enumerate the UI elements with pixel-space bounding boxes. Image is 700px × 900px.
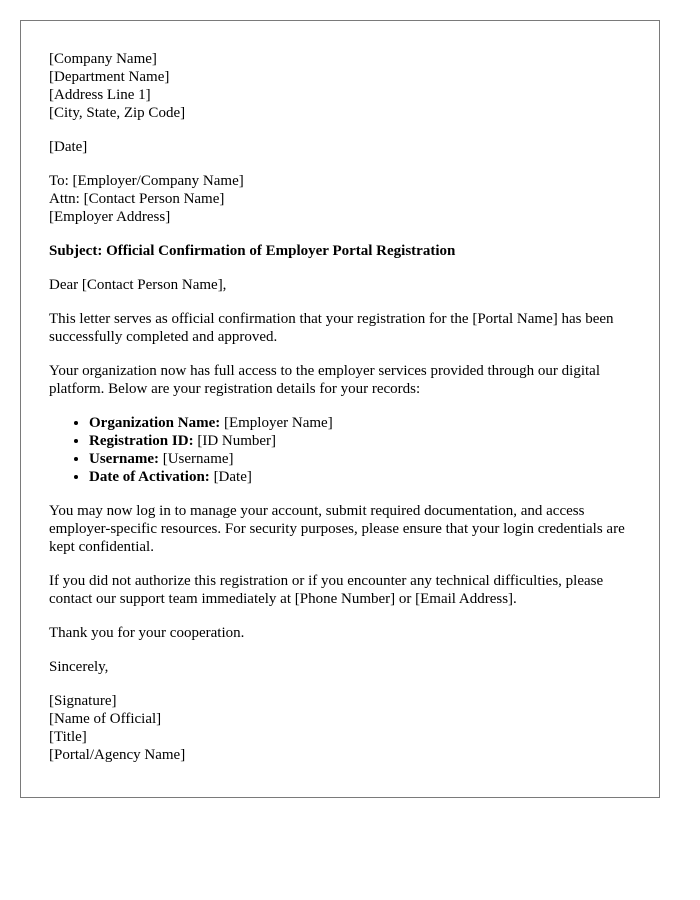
paragraph-login: You may now log in to manage your account, submit required documentation, and access employer-specific resources. For security purposes, please ensure that your login credentials are kept confidential. [49,503,625,555]
subject-line: Subject: Official Confirmation of Employer Portal Registration [49,243,456,259]
detail-value: [Date] [209,469,252,485]
list-item [89,450,631,468]
list-item [89,432,631,450]
official-title: [Title] [49,729,87,745]
list-item [89,414,631,432]
detail-value: [Employer Name] [220,415,333,431]
recipient-attn: Attn: [Contact Person Name] [49,191,225,207]
list-item [89,468,631,486]
closing: Sincerely, [49,659,109,675]
sender-department-name: [Department Name] [49,69,170,85]
sender-city-state-zip: [City, State, Zip Code] [49,105,186,121]
letter-date: [Date] [49,139,88,155]
sender-address-line-1: [Address Line 1] [49,87,151,103]
paragraph-thanks: Thank you for your cooperation. [49,625,245,641]
official-name: [Name of Official] [49,711,162,727]
agency-name: [Portal/Agency Name] [49,747,186,763]
registration-details-list [49,414,631,486]
sender-address [49,50,631,122]
detail-value: [ID Number] [193,433,277,449]
detail-value: [Username] [158,451,234,467]
letter-document [20,20,660,798]
sender-company-name: [Company Name] [49,51,157,67]
signature: [Signature] [49,693,117,709]
detail-label: Registration ID: [89,433,194,449]
detail-label: Date of Activation: [89,469,210,485]
recipient-address [49,172,631,226]
signature-block [49,692,631,764]
recipient-to: To: [Employer/Company Name] [49,173,244,189]
detail-label: Organization Name: [89,415,221,431]
paragraph-access: Your organization now has full access to the employer services provided through our digital platform. Below are your registration details for your records: [49,363,600,397]
detail-label: Username: [89,451,159,467]
paragraph-confirmation: This letter serves as official confirmation that your registration for the [Portal Name] has been successfully completed and approved. [49,311,614,345]
paragraph-support: If you did not authorize this registration or if you encounter any technical difficulties, please contact our support team immediately at [Phone Number] or [Email Address]. [49,573,604,607]
recipient-address-line: [Employer Address] [49,209,171,225]
salutation: Dear [Contact Person Name], [49,277,227,293]
